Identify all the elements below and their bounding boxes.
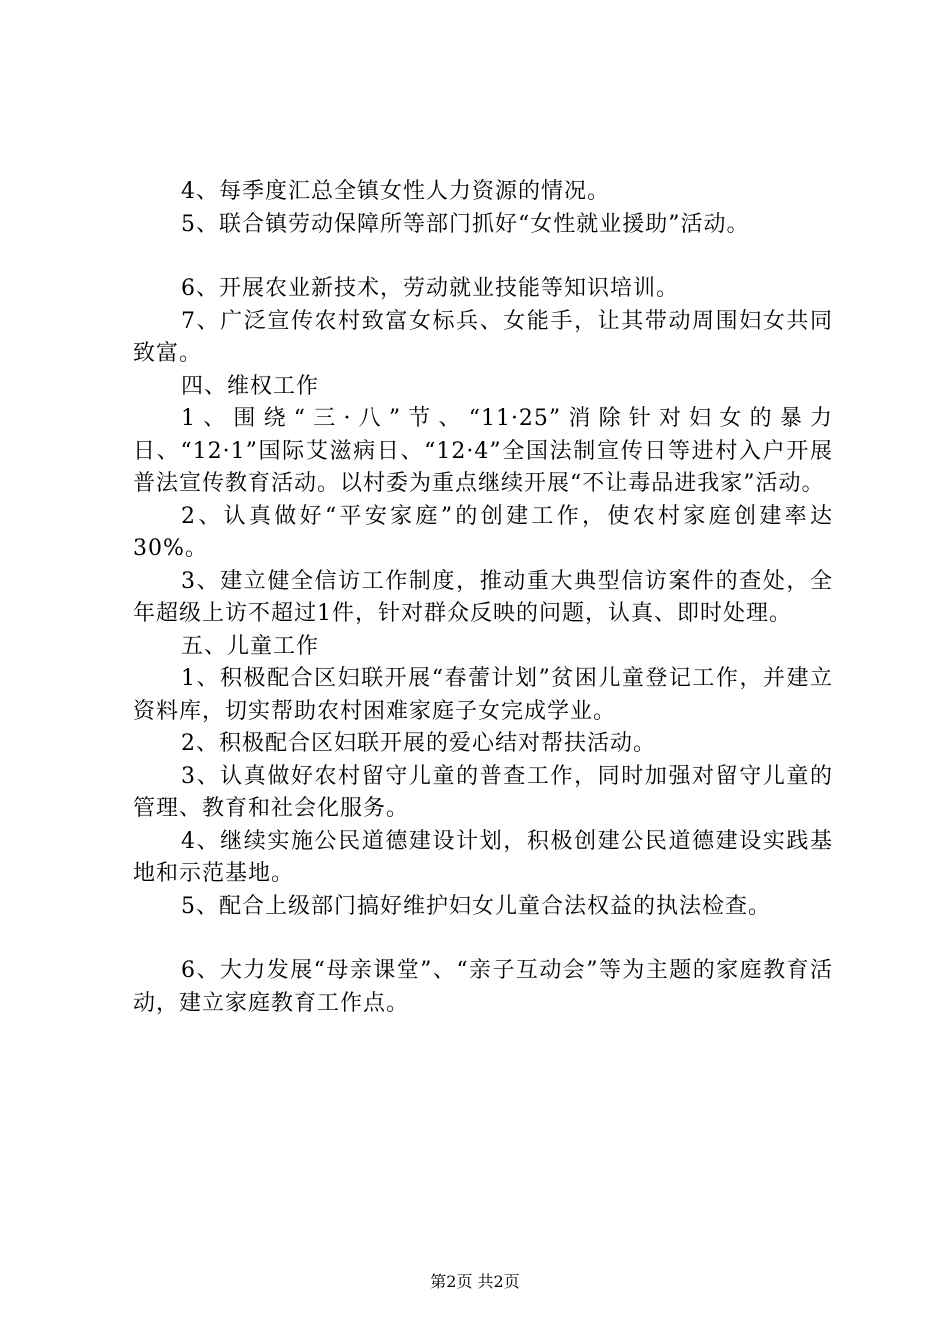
paragraph: 2、认真做好“平安家庭”的创建工作，使农村家庭创建率达30%。 (133, 503, 833, 561)
section-heading-children: 五、儿童工作 (181, 633, 320, 659)
paragraph: 6、大力发展“母亲课堂”、“亲子互动会”等为主题的家庭教育活动，建立家庭教育工作点。 (133, 958, 833, 1016)
paragraph: 1、围绕“三·八”节、“11·25”消除针对妇女的暴力日、“12·1”国际艾滋病日、“12·4”全国法制宣传日等进村入户开展普法宣传教育活动。以村委为重点继续开展“不让毒品进我家”活动。 (133, 406, 833, 496)
paragraph-gap (133, 241, 833, 273)
paragraph: 7、广泛宣传农村致富女标兵、女能手，让其带动周围妇女共同致富。 (133, 308, 833, 366)
paragraph: 4、每季度汇总全镇女性人力资源的情况。 (181, 179, 610, 204)
paragraph: 3、认真做好农村留守儿童的普查工作，同时加强对留守儿童的管理、教育和社会化服务。 (133, 763, 833, 821)
paragraph: 6、开展农业新技术，劳动就业技能等知识培训。 (181, 276, 679, 301)
section-heading-rights: 四、维权工作 (181, 373, 320, 399)
document-body (133, 176, 833, 1020)
page-number-footer: 第2页 共2页 (430, 1272, 520, 1291)
paragraph-gap (133, 923, 833, 955)
paragraph: 1、积极配合区妇联开展“春蕾计划”贫困儿童登记工作，并建立资料库，切实帮助农村困难家庭子女完成学业。 (133, 666, 833, 724)
paragraph: 4、继续实施公民道德建设计划，积极创建公民道德建设实践基地和示范基地。 (133, 828, 833, 886)
paragraph: 3、建立健全信访工作制度，推动重大典型信访案件的查处，全年超级上访不超过1件，针对群众反映的问题，认真、即时处理。 (133, 568, 833, 626)
paragraph: 2、积极配合区妇联开展的爱心结对帮扶活动。 (181, 731, 656, 756)
paragraph: 5、配合上级部门搞好维护妇女儿童合法权益的执法检查。 (181, 893, 771, 919)
paragraph: 5、联合镇劳动保障所等部门抓好“女性就业援助”活动。 (181, 211, 750, 237)
